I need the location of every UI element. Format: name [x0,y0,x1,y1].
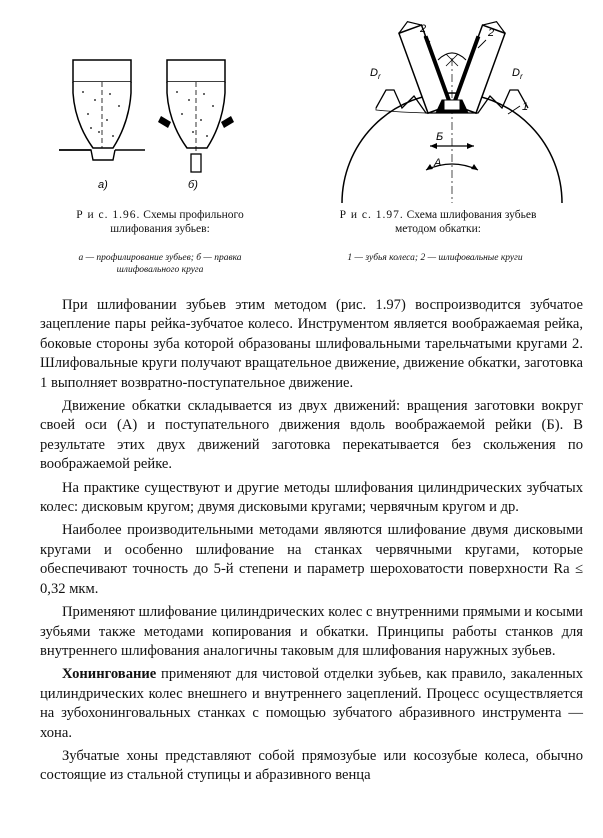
fig197-label-2-right: 2 [488,27,495,39]
fig197-label-dr-left: $D_r$ [370,67,381,81]
fig196-label-a: а) [98,179,108,191]
figure-1-96-title: Схемы профильного шлифования зубьев: [110,209,244,235]
fig197-label-b: Б [436,131,444,143]
figure-1-97-number: Р и с. 1.97. [339,209,404,221]
fig197-label-2-left: 2 [420,23,427,35]
figure-1-96-legend: а — профилирование зубьев; б — правка шлифовального круга [78,253,242,275]
body-text [40,296,583,790]
paragraph-3: На практике существуют и другие методы шлифования цилиндрических зубчатых колес: дисковым кругом; двумя дисковыми кругами; червячным кругом и др. [40,479,583,516]
paragraph-2: Движение обкатки складывается из двух движений: вращения заготовки вокруг своей оси (А) и поступательного движения вдоль воображаемой рейки (Б). В результате этих двух движений заготовка перекатывается без скольжения по воображаемой рейке. [40,398,583,473]
paragraph-7: Зубчатые хоны представляют собой прямозубые или косозубые колеса, обычно состоящие из стальной ступицы и абразивного венца [40,747,583,784]
figure-1-96-number: Р и с. 1.96. [76,209,141,221]
paragraph-1: При шлифовании зубьев этим методом (рис. 1.97) воспроизводится зубчатое зацепление пары рейка-зубчатое колесо. Инструментом является воображаемая рейка, боковые стороны зуба которой образованы шлифовальными тарельчатыми кругами 2. Шлифовальные круги получают вращательное движение, движение обкатки, заготовка 1 выполняет возвратно-поступательное движение. [40,297,583,391]
paragraph-4: Наиболее производительными методами являются шлифование двумя дисковыми кругами и особенно шлифование на станках червячными кругами, которые обеспечивают точность до 5-й степени и параметр шероховатости поверхности Ra ≤ 0,32 мкм. [40,522,583,597]
figure-1-97-legend: 1 — зубья колеса; 2 — шлифовальные круги [347,253,523,263]
fig196-label-b: б) [188,179,198,191]
paragraph-6: Хонингование применяют для чистовой отделки зубьев, как правило, закаленных цилиндрических колес внешнего и внутреннего зацеплений. Процесс осуществляется на зубохонинговальных станках с помощью зубчатого абразивного инструмента — хона. [40,666,583,741]
term-honing: Хонингование [62,666,157,683]
profile-wheel-b [158,60,234,172]
figure-1-96-drawing [55,48,255,198]
figure-1-96-caption [60,208,260,236]
figure-1-97-drawing [336,18,566,203]
paragraph-5: Применяют шлифование цилиндрических колес с внутренними прямыми и косыми зубьями также методами копирования и обкатки. Принципы работы станков для внутреннего шлифования аналогичны таковым для шлифования наружных зубьев. [40,604,583,659]
fig197-label-a: A [434,157,442,169]
figure-1-97-title: Схема шлифования зубьев методом обкатки: [395,209,537,235]
grinding-wheel-right [453,18,507,113]
profile-wheel-a [59,60,145,160]
figure-1-97-caption [328,208,548,236]
fig197-label-1: 1 [522,101,529,113]
fig197-label-dr-right: $D_r$ [512,67,523,81]
